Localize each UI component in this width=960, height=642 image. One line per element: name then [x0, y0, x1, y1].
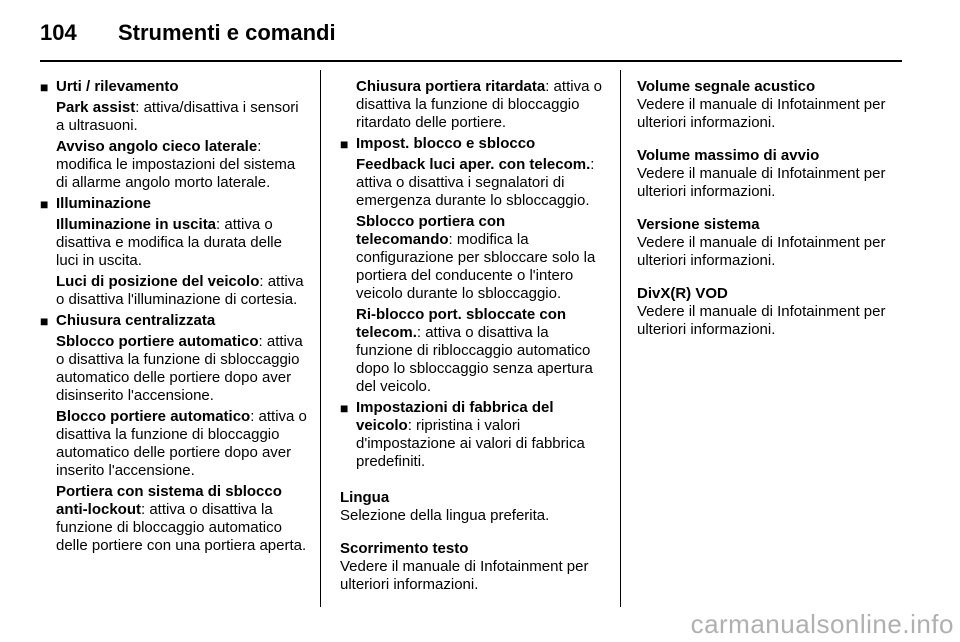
entry-term: Illuminazione in uscita — [56, 216, 217, 233]
entry-term: Portiera con sistema di sblocco anti-lockout — [56, 483, 282, 518]
section-impost-blocco — [340, 135, 602, 396]
column-divider-2 — [620, 70, 621, 607]
entry-text: : attiva/disattiva i sensori a ultrasuoni. — [56, 99, 299, 134]
entry-text: : ripristina i valori d'impostazione ai valori di fabbrica predefiniti. — [356, 417, 585, 470]
column-3 — [637, 78, 902, 354]
entry-term: Luci di posizione del veicolo — [56, 273, 260, 290]
block-text: Vedere il manuale di Infotainment per ulteriori informazioni. — [340, 558, 589, 593]
page-header — [40, 20, 336, 46]
menu-entry — [356, 213, 602, 303]
menu-entry — [56, 408, 308, 480]
column-divider-1 — [320, 70, 321, 607]
block-versione-sistema — [637, 216, 902, 270]
page-title: Strumenti e comandi — [118, 20, 336, 45]
block-text: Selezione della lingua preferita. — [340, 507, 550, 524]
entry-term: Avviso angolo cieco laterale — [56, 138, 258, 155]
menu-entry — [56, 138, 308, 192]
menu-entry — [356, 306, 602, 396]
section-urti — [40, 78, 308, 192]
entry-term: Sblocco portiera con telecomando — [356, 213, 506, 248]
bullet-icon: ■ — [340, 400, 349, 416]
entry-text: : modifica le impostazioni del sistema di allarme angolo morto laterale. — [56, 138, 296, 191]
menu-entry — [56, 273, 308, 309]
block-scorrimento-testo — [340, 540, 602, 594]
entry-text: : modifica la configurazione per sbloccare solo la portiera del conducente o l'intero veicolo durante lo sbloccaggio. — [356, 231, 596, 302]
section-chiusura-centralizzata — [40, 312, 308, 555]
header-rule — [40, 60, 902, 62]
bullet-icon: ■ — [40, 196, 49, 212]
block-title: DivX(R) VOD — [637, 285, 728, 302]
menu-entry — [56, 483, 308, 555]
entry-term: Ri-blocco port. sbloccate con telecom. — [356, 306, 567, 341]
entry-term: Feedback luci aper. con telecom. — [356, 156, 591, 173]
section-title: Illuminazione — [56, 195, 152, 212]
entry-text: : attiva o disattiva la funzione di bloccaggio automatico delle portiere con una portiera aperta. — [56, 501, 307, 554]
block-title: Scorrimento testo — [340, 540, 469, 557]
menu-entry — [56, 99, 308, 135]
menu-entry — [356, 399, 602, 471]
watermark: carmanualsonline.info — [690, 609, 954, 639]
entry-text: : attiva o disattiva la funzione di sbloccaggio automatico delle portiere dopo aver disinserito l'accensione. — [56, 333, 303, 404]
column-2 — [340, 78, 602, 609]
block-title: Versione sistema — [637, 216, 760, 233]
section-impostazioni-fabbrica — [340, 399, 602, 471]
entry-text: : attiva o disattiva e modifica la durata delle luci in uscita. — [56, 216, 282, 269]
section-title: Urti / rilevamento — [56, 78, 179, 95]
block-volume-segnale — [637, 78, 902, 132]
menu-entry — [56, 216, 308, 270]
continued-entry — [340, 78, 602, 132]
page-number: 104 — [40, 20, 77, 45]
menu-entry — [356, 78, 602, 132]
block-text: Vedere il manuale di Infotainment per ulteriori informazioni. — [637, 303, 886, 338]
section-illuminazione — [40, 195, 308, 309]
column-1 — [40, 78, 308, 558]
entry-text: : attiva o disattiva la funzione di ribloccaggio automatico dopo lo sbloccaggio senza apertura del veicolo. — [356, 324, 593, 395]
block-text: Vedere il manuale di Infotainment per ulteriori informazioni. — [637, 234, 886, 269]
entry-term: Impostazioni di fabbrica del veicolo — [356, 399, 554, 434]
block-title: Volume massimo di avvio — [637, 147, 820, 164]
block-volume-massimo — [637, 147, 902, 201]
section-title: Chiusura centralizzata — [56, 312, 216, 329]
section-title: Impost. blocco e sblocco — [356, 135, 536, 152]
block-divx-vod — [637, 285, 902, 339]
entry-term: Chiusura portiera ritardata — [356, 78, 546, 95]
block-text: Vedere il manuale di Infotainment per ulteriori informazioni. — [637, 96, 886, 131]
bullet-icon: ■ — [340, 136, 349, 152]
entry-term: Sblocco portiere automatico — [56, 333, 259, 350]
block-title: Volume segnale acustico — [637, 78, 816, 95]
entry-term: Blocco portiere automatico — [56, 408, 251, 425]
entry-text: : attiva o disattiva l'illuminazione di cortesia. — [56, 273, 304, 308]
block-title: Lingua — [340, 489, 390, 506]
menu-entry — [356, 156, 602, 210]
bullet-icon: ■ — [40, 313, 49, 329]
block-text: Vedere il manuale di Infotainment per ulteriori informazioni. — [637, 165, 886, 200]
bullet-icon: ■ — [40, 79, 49, 95]
entry-text: : attiva o disattiva la funzione di bloccaggio automatico delle portiere dopo aver inserito l'accensione. — [56, 408, 307, 479]
entry-text: : attiva o disattiva i segnalatori di emergenza durante lo sbloccaggio. — [356, 156, 595, 209]
entry-text: : attiva o disattiva la funzione di bloccaggio ritardato delle portiere. — [356, 78, 602, 131]
entry-term: Park assist — [56, 99, 136, 116]
block-lingua — [340, 489, 602, 525]
menu-entry — [56, 333, 308, 405]
